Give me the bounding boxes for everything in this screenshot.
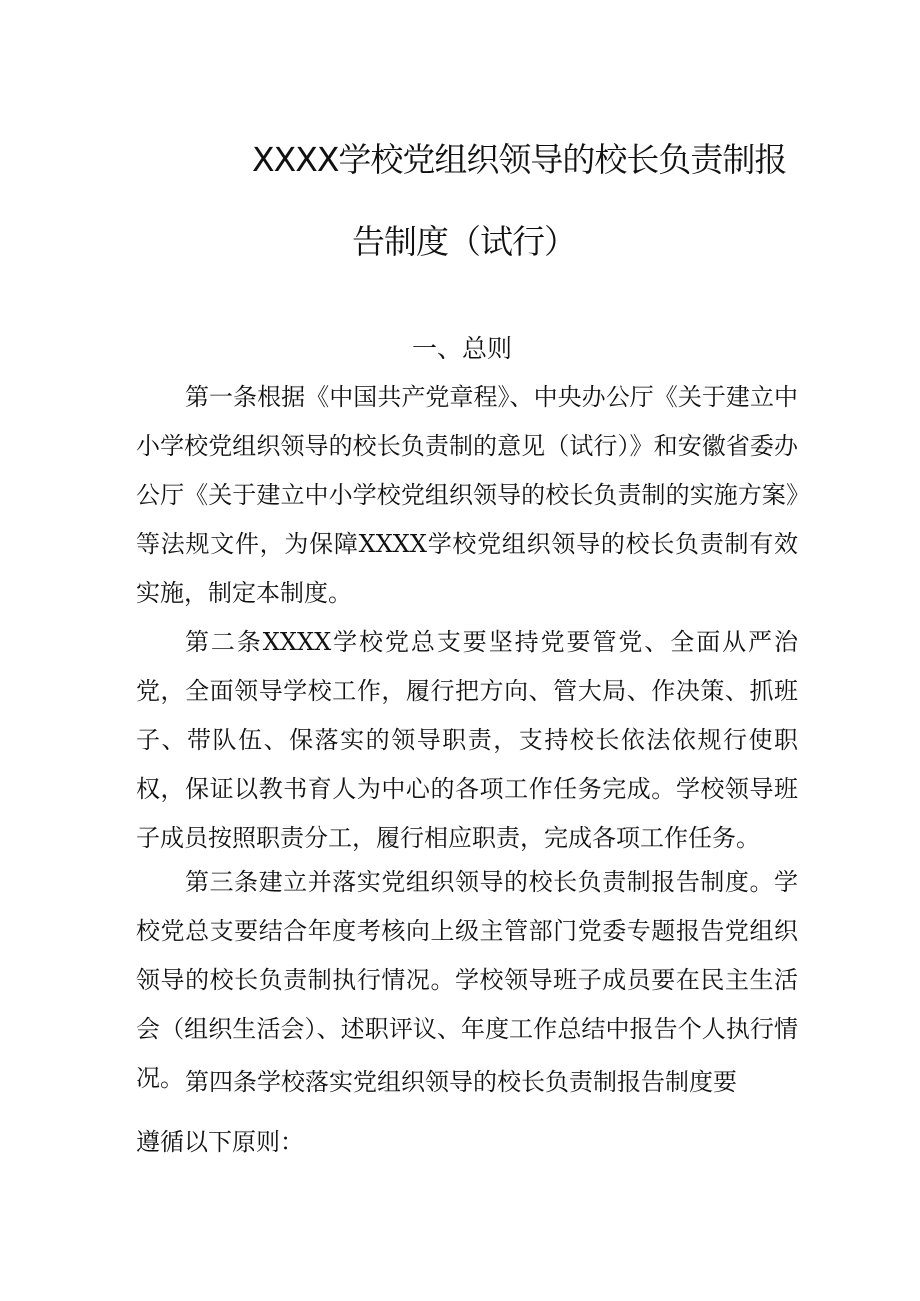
article-4-line-1: 第四条学校落实党组织领导的校长负责制报告制度要 bbox=[185, 1068, 737, 1096]
article-4-line-2: 遵循以下原则： bbox=[136, 1128, 304, 1156]
article-2-paragraph: 第二条XXXX学校党总支要坚持党要管党、全面从严治党，全面领导学校工作，履行把方向、管大局、作决策、抓班子、带队伍、保落实的领导职责，支持校长依法依规行使职权，保证以教书育人为中心的各项工作任务完成。学校领导班子成员按照职责分工，履行相应职责，完成各项工作任务。 bbox=[136, 628, 798, 852]
document-title-line-1: XXXX学校党组织领导的校长负责制报 bbox=[252, 140, 787, 179]
document-title-line-2: 告制度（试行） bbox=[352, 222, 576, 261]
article-3-paragraph: 第三条建立并落实党组织领导的校长负责制报告制度。学校党总支要结合年度考核向上级主管部门党委专题报告党组织领导的校长负责制执行情况。学校领导班子成员要在民主生活会（组织生活会）、述职评议、年度工作总结中报告个人执行情况。 bbox=[136, 868, 798, 1092]
article-1-paragraph: 第一条根据《中国共产党章程》、中央办公厅《关于建立中小学校党组织领导的校长负责制的意见（试行）》和安徽省委办公厅《关于建立中小学校党组织领导的校长负责制的实施方案》等法规文件，为保障XXXX学校党组织领导的校长负责制有效实施，制定本制度。 bbox=[136, 383, 798, 607]
section-heading-general-provisions: 一、总则 bbox=[412, 334, 513, 363]
